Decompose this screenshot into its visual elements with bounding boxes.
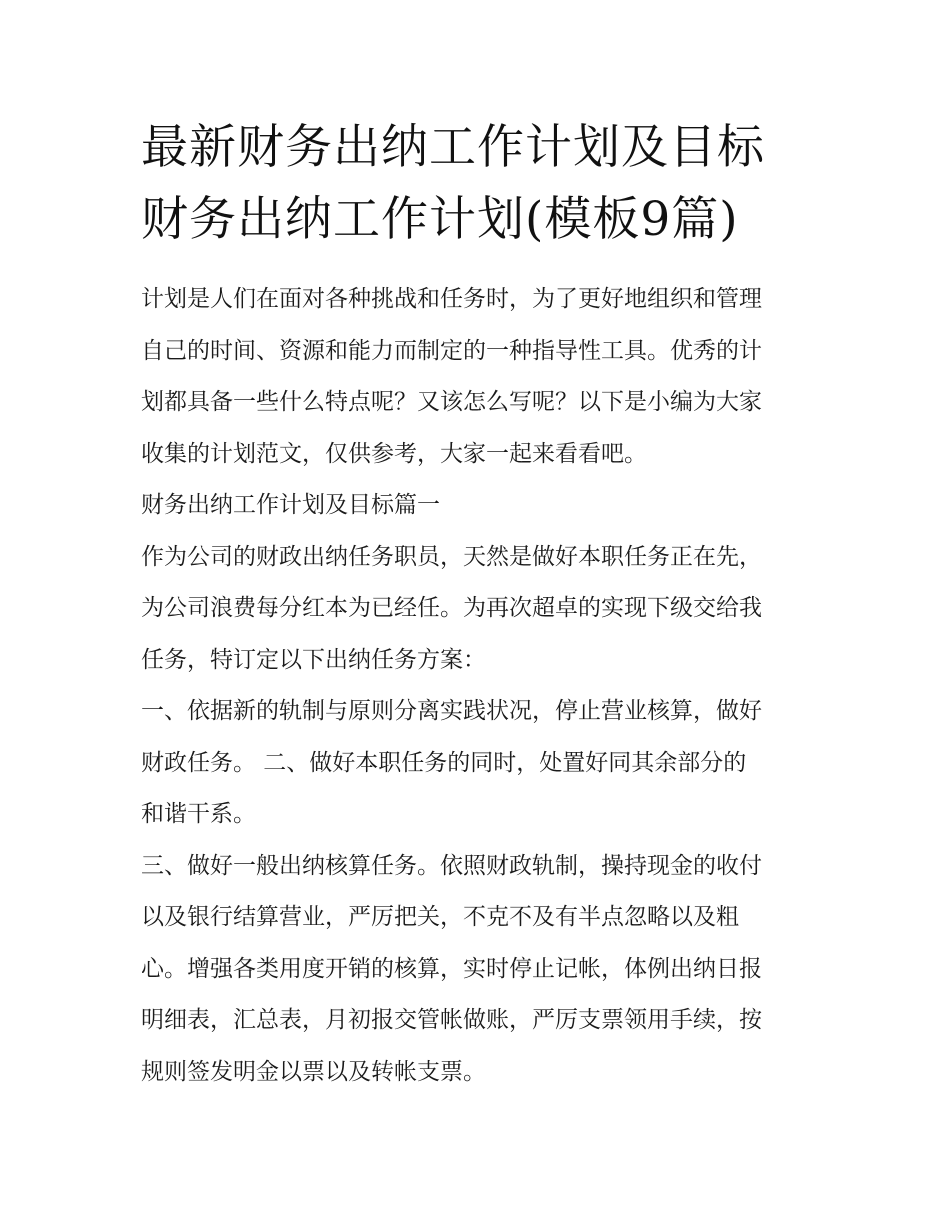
text-line: 明细表，汇总表，月初报交管帐做账，严厉支票领用手续，按 xyxy=(141,1007,762,1033)
text-line: 规则签发明金以票以及转帐支票。 xyxy=(141,1058,486,1085)
text-line: 一、依据新的轨制与原则分离实践状况，停止营业核算，做好 xyxy=(141,698,762,724)
text-line: 收集的计划范文，仅供参考，大家一起来看看吧。 xyxy=(141,440,647,467)
title-line-1: 最新财务出纳工作计划及目标 xyxy=(141,120,765,175)
text-line: 财政任务。 二、做好本职任务的同时，处置好同其余部分的 xyxy=(141,749,747,776)
text-line: 任务，特订定以下出纳任务方案： xyxy=(141,646,486,673)
section-heading xyxy=(141,480,816,532)
text-line: 作为公司的财政出纳任务职员，天然是做好本职任务正在先， xyxy=(141,543,762,570)
text-line: 和谐干系。 xyxy=(141,801,256,827)
text-line: 心。增强各类用度开销的核算，实时停止记帐，体例出纳日报 xyxy=(141,955,762,982)
paragraph-role xyxy=(141,532,816,687)
text-line: 计划是人们在面对各种挑战和任务时，为了更好地组织和管理 xyxy=(141,286,762,312)
paragraph-item-3 xyxy=(141,841,816,1099)
paragraph-item-1-2 xyxy=(141,686,816,841)
text-line: 财务出纳工作计划及目标篇一 xyxy=(141,492,440,518)
text-line: 划都具备一些什么特点呢？又该怎么写呢？以下是小编为大家 xyxy=(141,389,762,415)
text-line: 为公司浪费每分红本为已经任。为再次超卓的实现下级交给我 xyxy=(141,595,762,621)
text-line: 三、做好一般出纳核算任务。依照财政轨制，操持现金的收付 xyxy=(141,852,762,879)
text-line: 自己的时间、资源和能力而制定的一种指导性工具。优秀的计 xyxy=(141,337,762,364)
text-line: 以及银行结算营业，严厉把关，不克不及有半点忽略以及粗 xyxy=(141,904,739,930)
paragraph-intro xyxy=(141,274,816,480)
document-body xyxy=(141,274,816,1098)
document-page xyxy=(141,112,816,1098)
title-line-2: 财务出纳工作计划(模板9篇) xyxy=(141,192,739,247)
document-title xyxy=(141,112,816,256)
